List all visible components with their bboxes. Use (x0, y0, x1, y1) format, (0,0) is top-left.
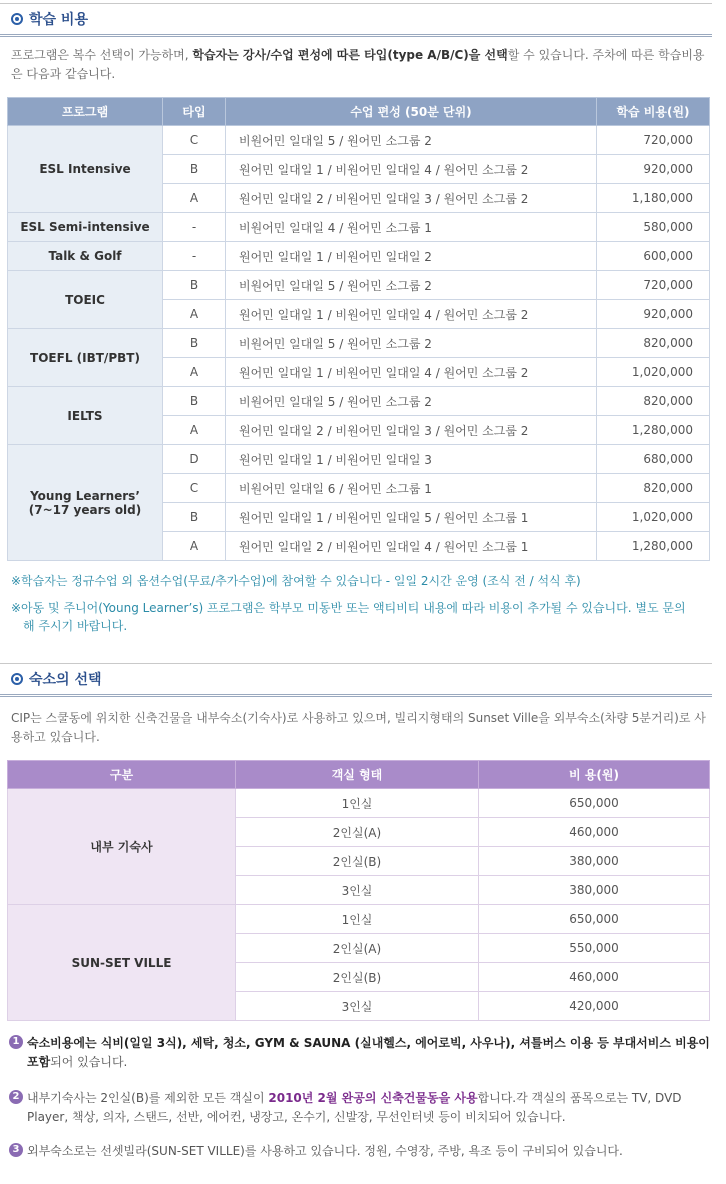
price-cell: 820,000 (597, 387, 710, 416)
price-cell: 380,000 (479, 876, 710, 905)
price-cell: 680,000 (597, 445, 710, 474)
type-cell: A (163, 300, 226, 329)
dorm-category-cell: 내부 기숙사 (8, 789, 236, 905)
composition-cell: 비원어민 일대일 6 / 원어민 소그룹 1 (226, 474, 597, 503)
bullet-icon (11, 13, 23, 25)
section-header-tuition (0, 3, 712, 37)
dorm-intro: CIP는 스쿨동에 위치한 신축건물을 내부숙소(기숙사)로 사용하고 있으며, 빌리지형태의 Sunset Ville을 외부숙소(차량 5분거리)로 사용하고 있습니다. (11, 711, 706, 744)
room-type-cell: 2인실(A) (236, 818, 479, 847)
price-cell: 650,000 (479, 789, 710, 818)
price-cell: 820,000 (597, 329, 710, 358)
table-row (8, 789, 710, 818)
type-cell: B (163, 503, 226, 532)
table-row (8, 271, 710, 300)
section-header-dorm (0, 663, 712, 697)
price-cell: 580,000 (597, 213, 710, 242)
table-row (8, 329, 710, 358)
room-type-cell: 1인실 (236, 905, 479, 934)
type-cell: A (163, 358, 226, 387)
price-cell: 460,000 (479, 963, 710, 992)
program-name-cell: ESL Semi-intensive (8, 213, 163, 242)
price-cell: 600,000 (597, 242, 710, 271)
number-3-icon: 3 (9, 1143, 23, 1157)
bullet-icon (11, 673, 23, 685)
price-cell: 720,000 (597, 271, 710, 300)
composition-cell: 원어민 일대일 1 / 비원어민 일대일 4 / 원어민 소그룹 2 (226, 155, 597, 184)
price-cell: 650,000 (479, 905, 710, 934)
composition-cell: 비원어민 일대일 5 / 원어민 소그룹 2 (226, 387, 597, 416)
program-name-cell: TOEFL (IBT/PBT) (8, 329, 163, 387)
tuition-intro: 프로그램은 복수 선택이 가능하며, 학습자는 강사/수업 편성에 따른 타입(type A/B/C)을 선택할 수 있습니다. 주차에 따른 학습비용은 다음과 같습니다. (11, 48, 705, 81)
type-cell: B (163, 271, 226, 300)
column-header: 비 용(원) (479, 761, 710, 789)
composition-cell: 원어민 일대일 1 / 비원어민 일대일 2 (226, 242, 597, 271)
table-row (8, 242, 710, 271)
section-title: 학습 비용 (29, 12, 88, 28)
number-1-icon: 1 (9, 1035, 23, 1049)
room-type-cell: 2인실(B) (236, 847, 479, 876)
price-cell: 920,000 (597, 155, 710, 184)
price-cell: 460,000 (479, 818, 710, 847)
composition-cell: 비원어민 일대일 5 / 원어민 소그룹 2 (226, 271, 597, 300)
type-cell: - (163, 242, 226, 271)
column-header: 객실 형태 (236, 761, 479, 789)
price-cell: 1,180,000 (597, 184, 710, 213)
composition-cell: 원어민 일대일 1 / 비원어민 일대일 4 / 원어민 소그룹 2 (226, 358, 597, 387)
type-cell: C (163, 474, 226, 503)
type-cell: B (163, 329, 226, 358)
price-cell: 1,280,000 (597, 532, 710, 561)
price-cell: 1,020,000 (597, 503, 710, 532)
number-2-icon: 2 (9, 1090, 23, 1104)
room-type-cell: 2인실(A) (236, 934, 479, 963)
program-name-cell: ESL Intensive (8, 126, 163, 213)
composition-cell: 비원어민 일대일 4 / 원어민 소그룹 1 (226, 213, 597, 242)
table-row (8, 905, 710, 934)
price-cell: 550,000 (479, 934, 710, 963)
price-cell: 1,280,000 (597, 416, 710, 445)
table-row (8, 213, 710, 242)
composition-cell: 비원어민 일대일 5 / 원어민 소그룹 2 (226, 329, 597, 358)
dorm-table (7, 760, 710, 1021)
composition-cell: 원어민 일대일 2 / 비원어민 일대일 4 / 원어민 소그룹 1 (226, 532, 597, 561)
price-cell: 720,000 (597, 126, 710, 155)
room-type-cell: 3인실 (236, 876, 479, 905)
composition-cell: 원어민 일대일 1 / 비원어민 일대일 5 / 원어민 소그룹 1 (226, 503, 597, 532)
type-cell: A (163, 416, 226, 445)
price-cell: 1,020,000 (597, 358, 710, 387)
type-cell: A (163, 532, 226, 561)
room-type-cell: 1인실 (236, 789, 479, 818)
column-header: 구분 (8, 761, 236, 789)
type-cell: C (163, 126, 226, 155)
composition-cell: 원어민 일대일 1 / 비원어민 일대일 3 (226, 445, 597, 474)
column-header: 프로그램 (8, 98, 163, 126)
tuition-table (7, 97, 710, 561)
composition-cell: 원어민 일대일 2 / 비원어민 일대일 3 / 원어민 소그룹 2 (226, 416, 597, 445)
table-header-row (8, 98, 710, 126)
section-title: 숙소의 선택 (29, 672, 102, 688)
type-cell: B (163, 387, 226, 416)
price-cell: 420,000 (479, 992, 710, 1021)
type-cell: A (163, 184, 226, 213)
program-name-cell: Talk & Golf (8, 242, 163, 271)
table-row (8, 126, 710, 155)
program-name-cell: TOEIC (8, 271, 163, 329)
type-cell: - (163, 213, 226, 242)
program-name-cell: Young Learners’ (7~17 years old) (8, 445, 163, 561)
table-row (8, 445, 710, 474)
price-cell: 820,000 (597, 474, 710, 503)
dorm-note-1: 1 숙소비용에는 식비(일일 3식), 세탁, 청소, GYM & SAUNA (실내헬스, 에어로빅, 사우나), 셔틀버스 이용 등 부대서비스 비용이 포함되어 있습니다. (9, 1034, 711, 1072)
table-header-row (8, 761, 710, 789)
program-name-cell: IELTS (8, 387, 163, 445)
dorm-note-2: 2 내부기숙사는 2인실(B)를 제외한 모든 객실이 2010년 2월 완공의 신축건물동을 사용합니다.각 객실의 품목으로는 TV, DVD Player, 책상, 의자, 스탠드, 선반, 에어컨, 냉장고, 온수기, 신발장, 무선인터넷 등이 비치되어 있습니다. (9, 1089, 711, 1127)
price-cell: 920,000 (597, 300, 710, 329)
dorm-category-cell: SUN-SET VILLE (8, 905, 236, 1021)
composition-cell: 원어민 일대일 2 / 비원어민 일대일 3 / 원어민 소그룹 2 (226, 184, 597, 213)
tuition-note-2: ※아동 및 주니어(Young Learner’s) 프로그램은 학부모 미동반 또는 액티비티 내용에 따라 비용이 추가될 수 있습니다. 별도 문의 해 주시기 바랍니다. (11, 601, 686, 633)
room-type-cell: 3인실 (236, 992, 479, 1021)
column-header: 타입 (163, 98, 226, 126)
composition-cell: 비원어민 일대일 5 / 원어민 소그룹 2 (226, 126, 597, 155)
column-header: 학습 비용(원) (597, 98, 710, 126)
tuition-note-1: ※학습자는 정규수업 외 옵션수업(무료/추가수업)에 참여할 수 있습니다 - 일일 2시간 운영 (조식 전 / 석식 후) (11, 574, 581, 588)
column-header: 수업 편성 (50분 단위) (226, 98, 597, 126)
dorm-note-3: 3 외부숙소로는 선셋빌라(SUN-SET VILLE)를 사용하고 있습니다. 정원, 수영장, 주방, 욕조 등이 구비되어 있습니다. (9, 1142, 711, 1161)
room-type-cell: 2인실(B) (236, 963, 479, 992)
type-cell: D (163, 445, 226, 474)
composition-cell: 원어민 일대일 1 / 비원어민 일대일 4 / 원어민 소그룹 2 (226, 300, 597, 329)
type-cell: B (163, 155, 226, 184)
table-row (8, 387, 710, 416)
price-cell: 380,000 (479, 847, 710, 876)
